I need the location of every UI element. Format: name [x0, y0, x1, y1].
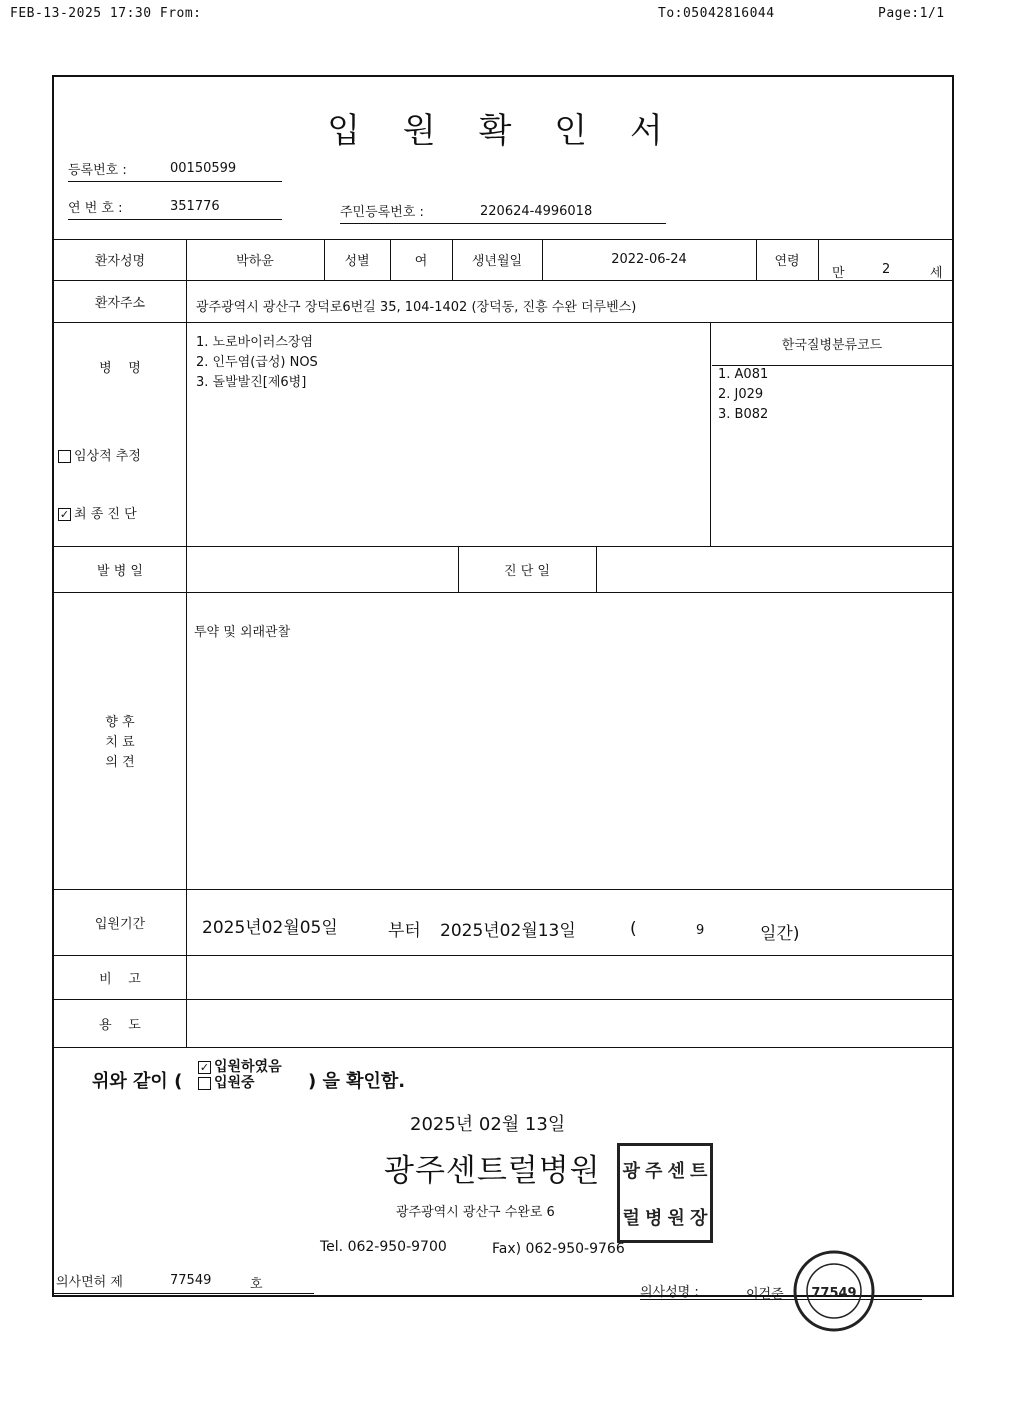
treatment-opinion: 투약 및 외래관찰	[194, 625, 291, 640]
age-unit: 세	[930, 266, 943, 281]
diagnosis-item-2: 2. 인두염(급성) NOS	[196, 355, 318, 370]
hospital-name: 광주센트럴병원	[384, 1153, 601, 1189]
license-label: 의사면허 제	[56, 1275, 123, 1290]
diagnosis-item-3: 3. 돌발발진[제6병]	[196, 375, 307, 390]
clinical-estimate-checkbox[interactable]	[58, 450, 71, 463]
kcd-code-2: 2. J029	[718, 387, 764, 402]
rrn-value: 220624-4996018	[480, 204, 593, 219]
clinical-estimate-label: 임상적 추정	[74, 449, 141, 464]
admission-days: 9	[696, 923, 705, 938]
admitted-checkbox[interactable]: ✓	[199, 1060, 210, 1074]
reg-number-value: 00150599	[170, 161, 237, 176]
diagnosis-label: 병 명	[99, 361, 141, 376]
age-label: 연령	[774, 254, 800, 269]
hospital-fax: Fax) 062-950-9766	[492, 1241, 625, 1257]
admission-from-label: 부터	[388, 921, 421, 941]
diagnosis-date-label: 진 단 일	[504, 563, 550, 579]
option-inpatient-label: 입원중	[214, 1075, 255, 1091]
age-value: 2	[882, 262, 891, 277]
admission-period-label: 입원기간	[94, 916, 146, 932]
confirm-options	[198, 1059, 282, 1091]
diagnosis-date-value	[596, 546, 952, 592]
option-admitted-label: 입원하였음	[214, 1059, 282, 1075]
remarks-label: 비 고	[99, 971, 141, 987]
doctor-name: 이건준	[746, 1287, 784, 1302]
onset-label: 발 병 일	[97, 563, 143, 579]
treatment-label-line-1: 향 후	[105, 715, 135, 730]
patient-name-label: 환자성명	[94, 254, 146, 269]
patient-name: 박하윤	[236, 254, 274, 269]
address-label: 환자주소	[94, 295, 146, 311]
inpatient-checkbox[interactable]	[198, 1077, 211, 1090]
treatment-label-line-2: 치 료	[105, 735, 135, 750]
patient-address: 광주광역시 광산구 장덕로6번길 35, 104-1402 (장덕동, 진흥 수완 더루벤스)	[196, 300, 637, 315]
doctor-seal-number: 77549	[811, 1286, 857, 1301]
issue-date: 2025년 02월 13일	[410, 1114, 566, 1135]
final-diagnosis-checkbox[interactable]: ✓	[59, 508, 70, 521]
admission-end: 2025년02월13일	[440, 921, 576, 941]
final-diagnosis-option[interactable]	[58, 503, 137, 522]
option-inpatient[interactable]	[198, 1075, 282, 1091]
confirm-prefix: 위와 같이 (	[92, 1071, 183, 1092]
license-number: 77549	[170, 1273, 212, 1288]
sex-label: 성별	[344, 254, 370, 269]
confirm-suffix: ) 을 확인함.	[308, 1071, 406, 1092]
rrn-label: 주민등록번호 :	[340, 205, 424, 220]
admission-certificate	[52, 75, 954, 1302]
doctor-label: 의사성명 :	[640, 1285, 699, 1300]
fax-header-page: Page:1/1	[878, 6, 945, 21]
admission-open-paren: (	[630, 919, 637, 939]
kcd-code-3: 3. B082	[718, 407, 769, 422]
kcd-code-1: 1. A081	[718, 367, 769, 382]
treatment-label	[54, 713, 186, 773]
hospital-address: 광주광역시 광산구 수완로 6	[396, 1205, 555, 1220]
hospital-director-seal: 광 주 센 트 럴 병 원 장	[617, 1143, 713, 1243]
hospital-tel: Tel. 062-950-9700	[320, 1239, 447, 1255]
reg-number-label: 등록번호 :	[68, 163, 127, 178]
serial-number-label: 연 번 호 :	[68, 201, 123, 216]
license-suffix: 호	[250, 1277, 263, 1292]
doctor-seal	[792, 1249, 876, 1333]
diagnosis-item-1: 1. 노로바이러스장염	[196, 335, 313, 350]
clinical-estimate-option[interactable]	[58, 445, 141, 464]
treatment-label-line-3: 의 견	[105, 755, 135, 770]
serial-number-value: 351776	[170, 199, 220, 214]
admission-days-suffix: 일간)	[760, 924, 800, 944]
final-diagnosis-label: 최 종 진 단	[74, 507, 137, 522]
kcd-code-header: 한국질병분류코드	[781, 338, 883, 353]
dob-value: 2022-06-24	[611, 252, 687, 267]
onset-value	[186, 546, 458, 592]
fax-header-left: FEB-13-2025 17:30 From:	[10, 6, 202, 21]
dob-label: 생년월일	[471, 254, 523, 269]
option-admitted[interactable]	[198, 1059, 282, 1075]
age-prefix: 만	[832, 266, 845, 281]
purpose-label: 용 도	[99, 1017, 141, 1033]
document-title: 입 원 확 인 서	[327, 111, 679, 151]
fax-header-to: To:05042816044	[658, 6, 775, 21]
sex-value: 여	[414, 254, 428, 269]
admission-start: 2025년02월05일	[202, 918, 338, 938]
